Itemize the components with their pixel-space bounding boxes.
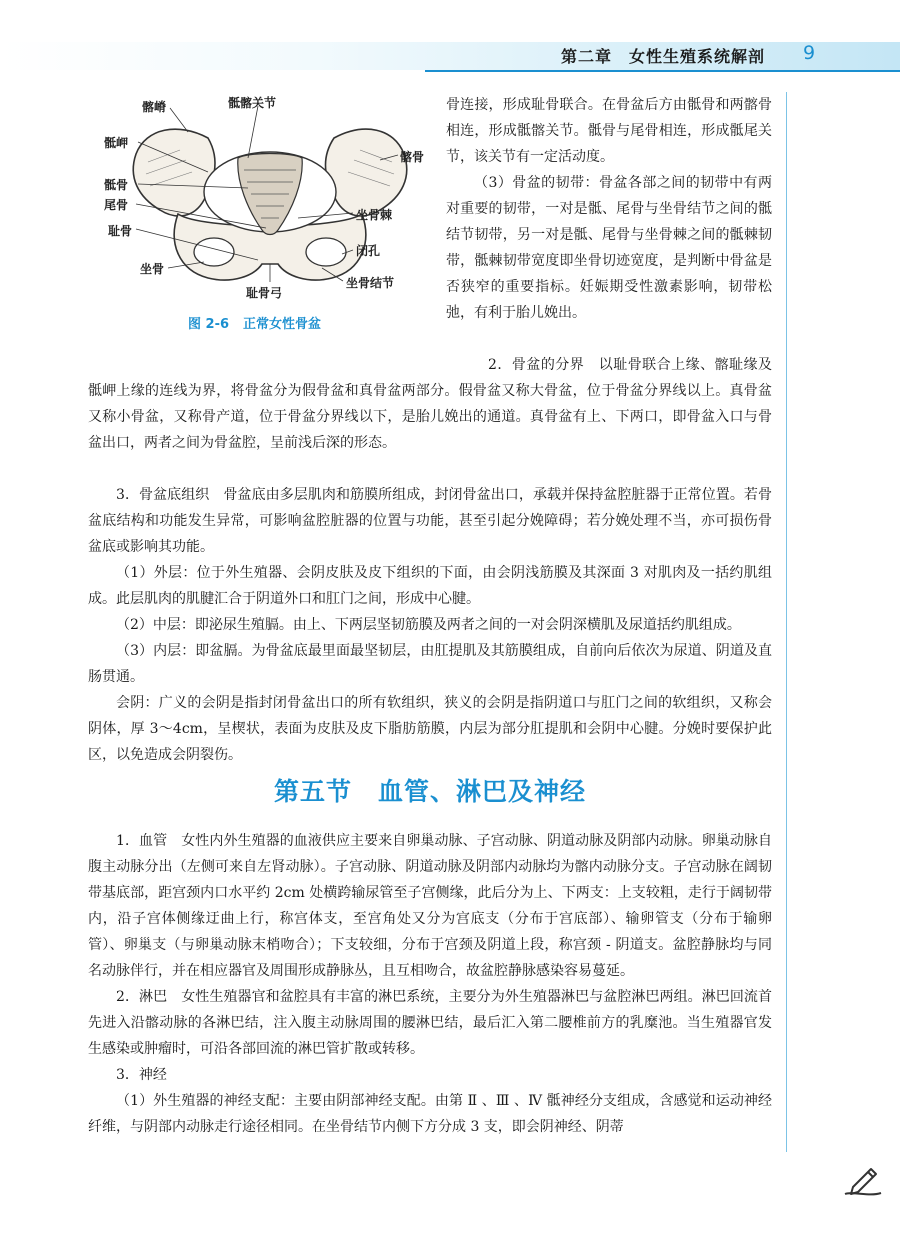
header-band xyxy=(0,42,900,70)
paragraph: 会阴：广义的会阴是指封闭骨盆出口的所有软组织，狭义的会阴是指阴道口与肛门之间的软组织，又称会阴体，厚 3～4cm，呈楔状，表面为皮肤及皮下脂肪筋膜，内层为部分肛提肌和会阴中心腱。分娩时要保护此区，以免造成会阴裂伤。 xyxy=(88,695,772,763)
page-number: 9 xyxy=(803,42,816,64)
paragraph: 3．骨盆底组织 骨盆底由多层肌肉和筋膜所组成，封闭骨盆出口，承载并保持盆腔脏器于正常位置。若骨盆底结构和功能发生异常，可影响盆腔脏器的位置与功能，甚至引起分娩障碍；若分娩处理不当，亦可损伤骨盆底或影响其功能。 xyxy=(88,487,772,555)
label-obturator-foramen: 闭孔 xyxy=(356,244,381,258)
paragraph: （1）外层：位于外生殖器、会阴皮肤及皮下组织的下面，由会阴浅筋膜及其深面 3 对肌肉及一括约肌组成。此层肌肉的肌腱汇合于阴道外口和肛门之间，形成中心腱。 xyxy=(88,565,772,607)
label-coccyx: 尾骨 xyxy=(104,198,129,212)
label-ilium: 髂骨 xyxy=(400,150,425,164)
label-iliac-crest: 髂嵴 xyxy=(142,100,167,114)
paragraph: 3．神经 xyxy=(116,1067,167,1083)
paragraph: 骨连接，形成耻骨联合。在骨盆后方由骶骨和两髂骨相连，形成骶髂关节。骶骨与尾骨相连，形成骶尾关节，该关节有一定活动度。 xyxy=(446,97,772,165)
label-pubic-arch: 耻骨弓 xyxy=(246,286,283,300)
pelvis-figure xyxy=(104,92,428,302)
paragraph: 1．血管 女性内外生殖器的血液供应主要来自卵巢动脉、子宫动脉、阴道动脉及阴部内动脉。卵巢动脉自腹主动脉分出（左侧可来自左肾动脉）。子宫动脉、阴道动脉及阴部内动脉均为髂内动脉分支。子宫动脉在阔韧带基底部，距宫颈内口水平约 2cm 处横跨输尿管至子宫侧缘，此后分为上、下两支：上支较粗，走行于阔韧带内，沿子宫体侧缘迂曲上行，称宫体支，至宫角处又分为宫底支（分布于宫底部）、输卵管支（分布于输卵管）、卵巢支（与卵巢动脉末梢吻合）；下支较细，分布于宫颈及阴道上段，称宫颈 - 阴道支。盆腔静脉均与同名动脉伴行，并在相应器官及周围形成静脉丛，且互相吻合，故盆腔静脉感染容易蔓延。 xyxy=(88,833,772,979)
chapter-title: 第二章 女性生殖系统解剖 xyxy=(560,47,765,66)
body-text xyxy=(88,482,772,768)
section-heading: 第五节 血管、淋巴及神经 xyxy=(273,777,586,806)
label-ischial-tuberosity: 坐骨结节 xyxy=(346,276,395,290)
side-rule xyxy=(786,92,787,1152)
header-rule xyxy=(425,70,900,72)
section-text xyxy=(88,828,772,1140)
paragraph: （1）外生殖器的神经支配：主要由阴部神经支配。由第 Ⅱ 、Ⅲ 、Ⅳ 骶神经分支组成，含感觉和运动神经纤维，与阴部内动脉走行途径相同。在坐骨结节内侧下方分成 3 支，即会阴神经、阴蒂 xyxy=(88,1093,772,1135)
paragraph: （2）中层：即泌尿生殖膈。由上、下两层坚韧筋膜及两者之间的一对会阴深横肌及尿道括约肌组成。 xyxy=(116,617,741,633)
label-ischial-spine: 坐骨棘 xyxy=(356,208,393,222)
paragraph-pelvis-division: 2．骨盆的分界 以耻骨联合上缘、髂耻缘及骶岬上缘的连线为界，将骨盆分为假骨盆和真骨盆两部分。假骨盆又称大骨盆，位于骨盆分界线以上。真骨盆又称小骨盆，又称骨产道，位于骨盆分界线以下，是胎儿娩出的通道。真骨盆有上、下两口，即骨盆入口与骨盆出口，两者之间为骨盆腔，呈前浅后深的形态。 xyxy=(88,357,772,451)
label-sacroiliac-joint: 骶髂关节 xyxy=(228,96,277,110)
paragraph: （3）骨盆的韧带：骨盆各部之间的韧带中有两对重要的韧带，一对是骶、尾骨与坐骨结节之间的骶结节韧带，另一对是骶、尾骨与坐骨棘之间的骶棘韧带，骶棘韧带宽度即坐骨切迹宽度，是判断中骨盆是否狭窄的重要指标。妊娠期受性激素影响，韧带松弛，有利于胎儿娩出。 xyxy=(446,175,772,321)
figure-number: 图 2-6 xyxy=(188,317,230,332)
right-column xyxy=(446,92,772,326)
label-sacral-promontory: 骶岬 xyxy=(104,136,129,150)
pen-icon xyxy=(843,1163,883,1197)
label-sacrum: 骶骨 xyxy=(104,178,129,192)
label-pubis: 耻骨 xyxy=(108,224,133,238)
paragraph: 2．淋巴 女性生殖器官和盆腔具有丰富的淋巴系统，主要分为外生殖器淋巴与盆腔淋巴两组。淋巴回流首先进入沿髂动脉的各淋巴结，注入腹主动脉周围的腰淋巴结，最后汇入第二腰椎前方的乳糜池。当生殖器官发生感染或肿瘤时，可沿各部回流的淋巴管扩散或转移。 xyxy=(88,989,772,1057)
paragraph: （3）内层：即盆膈。为骨盆底最里面最坚韧层，由肛提肌及其筋膜组成，自前向后依次为尿道、阴道及直肠贯通。 xyxy=(88,643,772,685)
figure-caption xyxy=(188,313,321,332)
label-ischium: 坐骨 xyxy=(140,262,165,276)
figure-title: 正常女性骨盆 xyxy=(243,317,322,332)
